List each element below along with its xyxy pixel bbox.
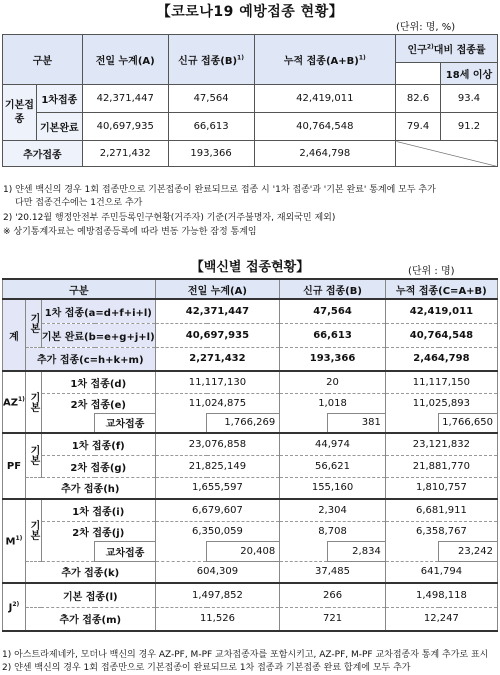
cell-cum: 11,025,893 — [385, 393, 497, 413]
footnote-3: ※ 상기통계자료는 예방접종등록에 따라 변동 가능한 잠정 통계임 — [3, 227, 257, 237]
cell-prev: 11,024,875 — [155, 393, 280, 413]
header-gubun: 구분 — [3, 35, 83, 85]
cell-prev: 2,271,432 — [155, 347, 280, 371]
cell-new: 20 — [280, 371, 386, 393]
cell-prev: 1,497,852 — [155, 583, 280, 607]
section-title: 【백신별 접종현황】 — [190, 260, 310, 275]
row-label: 2차 접종(g) — [41, 455, 155, 477]
row-label: 기본 접종(l) — [25, 583, 155, 607]
cell-cum: 42,419,011 — [385, 299, 497, 323]
cell-cum: 2,464,798 — [254, 141, 396, 167]
cell-cum: 42,419,011 — [254, 85, 396, 113]
cell-prev: 6,350,059 — [155, 521, 280, 541]
page-title: 【코로나19 예방접종 현황】 — [156, 4, 344, 20]
row-label: 추가 접종(h) — [25, 477, 155, 499]
group-j: $J^{2)}$ — [3, 583, 26, 631]
header-rate: 인구$^{2)}$대비 접종률 — [396, 35, 498, 63]
basic-label: 기본 — [25, 371, 41, 433]
cell-cum: 12,247 — [385, 607, 497, 631]
basic-label: 기본 — [25, 499, 41, 561]
cell-rate: 79.4 — [396, 113, 441, 141]
row-label: 1차접종 — [36, 85, 82, 113]
cell-new: 66,613 — [168, 113, 254, 141]
cell-cum: 6,358,767 — [385, 521, 497, 541]
cell-cum: 1,810,757 — [385, 477, 497, 499]
header-new: 신규 접종(B) — [280, 279, 386, 299]
row-label: 추가 접종(k) — [25, 561, 155, 583]
row-label: 추가 접종(m) — [25, 607, 155, 631]
row-label: 1차 접종(a=d+f+i+l) — [41, 299, 155, 323]
cell-new: 2,304 — [280, 499, 386, 521]
cell-prev: 40,697,935 — [155, 323, 280, 347]
cell-prev: 11,526 — [155, 607, 280, 631]
cell-prev: 604,309 — [155, 561, 280, 583]
cell-cum: 23,121,832 — [385, 433, 497, 455]
cell-cum: 40,764,548 — [385, 323, 497, 347]
cell-new: 56,621 — [280, 455, 386, 477]
cell-rate: 82.6 — [396, 85, 441, 113]
cell-rate18: 93.4 — [441, 85, 498, 113]
cell-new: 193,366 — [168, 141, 254, 167]
cell-prev: 6,679,607 — [155, 499, 280, 521]
cell-prev: 20,408 — [207, 541, 280, 561]
cell-new: 37,485 — [280, 561, 386, 583]
header-cumulative: 누적 접종$(A+B)^{1)}$ — [254, 35, 396, 85]
cell-cum: 40,764,548 — [254, 113, 396, 141]
cell-new: 8,708 — [280, 521, 386, 541]
cell-new: 2,834 — [328, 541, 386, 561]
vaccine-type-table — [2, 278, 498, 632]
row-label: 기본 완료(b=e+g+j+l) — [41, 323, 155, 347]
cell-prev: 11,117,130 — [155, 371, 280, 393]
header-prev-total: 전일 누계(A) — [155, 279, 280, 299]
cell-prev: 2,271,432 — [82, 141, 168, 167]
cell-prev: 40,697,935 — [82, 113, 168, 141]
row-label: 교차접종 — [95, 413, 155, 433]
unit-label: (단위: 명, %) — [396, 22, 456, 33]
header-new: 신규 접종$(B)^{1)}$ — [168, 35, 254, 85]
empty-diagonal-cell — [396, 141, 498, 167]
cell-prev: 42,371,447 — [155, 299, 280, 323]
unit-label: (단위 : 명) — [408, 266, 455, 277]
cell-new: 1,018 — [280, 393, 386, 413]
row-label: 2차 접종(e) — [41, 393, 155, 413]
group-basic: 기본접종 — [3, 85, 37, 141]
cell-prev: 21,825,149 — [155, 455, 280, 477]
cell-cum: 1,498,118 — [385, 583, 497, 607]
row-label: 기본완료 — [36, 113, 82, 141]
cell-new: 721 — [280, 607, 386, 631]
cell-cum: 11,117,150 — [385, 371, 497, 393]
cell-new: 193,366 — [280, 347, 386, 371]
group-total: 계 — [3, 299, 26, 371]
cell-cum: 23,242 — [439, 541, 498, 561]
row-label: 1차 접종(f) — [41, 433, 155, 455]
cell-cum: 641,794 — [385, 561, 497, 583]
footnote-b: 2) 얀센 백신의 경우 1회 접종만으로 기본접종이 완료되므로 1차 접종과 기본접종 완료 합계에 모두 추가 — [2, 663, 411, 673]
basic-label: 기본 — [25, 299, 41, 347]
row-label: 2차 접종(j) — [41, 521, 155, 541]
cell-new: 47,564 — [168, 85, 254, 113]
cell-new: 266 — [280, 583, 386, 607]
cell-prev: 1,766,269 — [207, 413, 280, 433]
header-prev-total: 전일 누계(A) — [82, 35, 168, 85]
row-label: 추가접종 — [3, 141, 83, 167]
header-18plus: 18세 이상 — [441, 63, 498, 85]
vaccination-status-table — [2, 34, 498, 167]
group-m: $M^{1)}$ — [3, 499, 26, 583]
cell-cum: 2,464,798 — [385, 347, 497, 371]
cell-rate18: 91.2 — [441, 113, 498, 141]
cell-new: 381 — [328, 413, 386, 433]
cell-new: 155,160 — [280, 477, 386, 499]
cell-prev: 42,371,447 — [82, 85, 168, 113]
footnote-1: 1) 얀센 백신의 경우 1회 접종만으로 기본접종이 완료되므로 접종 시 '1차 접종'과 '기본 완료' 통계에 모두 추가 — [3, 185, 436, 195]
footnote-2: 2) '20.12월 행정안전부 주민등록인구현황(거주자) 기준(거주불명자, 재외국민 제외) — [3, 213, 336, 223]
group-pf: PF — [3, 433, 26, 499]
row-label: 교차접종 — [95, 541, 155, 561]
cell-cum: 21,881,770 — [385, 455, 497, 477]
cell-new: 66,613 — [280, 323, 386, 347]
cell-cum: 6,681,911 — [385, 499, 497, 521]
cell-prev: 1,655,597 — [155, 477, 280, 499]
footnote-1b: 다만 접종건수에는 1건으로 추가 — [15, 198, 143, 208]
row-label: 1차 접종(d) — [41, 371, 155, 393]
row-label: 1차 접종(i) — [41, 499, 155, 521]
group-az: AZ$^{1)}$ — [3, 371, 26, 433]
cell-cum: 1,766,650 — [439, 413, 498, 433]
cell-prev: 23,076,858 — [155, 433, 280, 455]
footnote-a: 1) 아스트라제네카, 모더나 백신의 경우 AZ-PF, M-PF 교차접종자를 포함시키고, AZ-PF, M-PF 교차접종자 통계 추가로 표시 — [2, 650, 489, 660]
cell-new: 47,564 — [280, 299, 386, 323]
row-label: 추가 접종(c=h+k+m) — [25, 347, 155, 371]
basic-label: 기본 — [25, 433, 41, 477]
header-cumulative: 누적 접종(C=A+B) — [385, 279, 497, 299]
cell-new: 44,974 — [280, 433, 386, 455]
header-gubun: 구분 — [3, 279, 156, 299]
